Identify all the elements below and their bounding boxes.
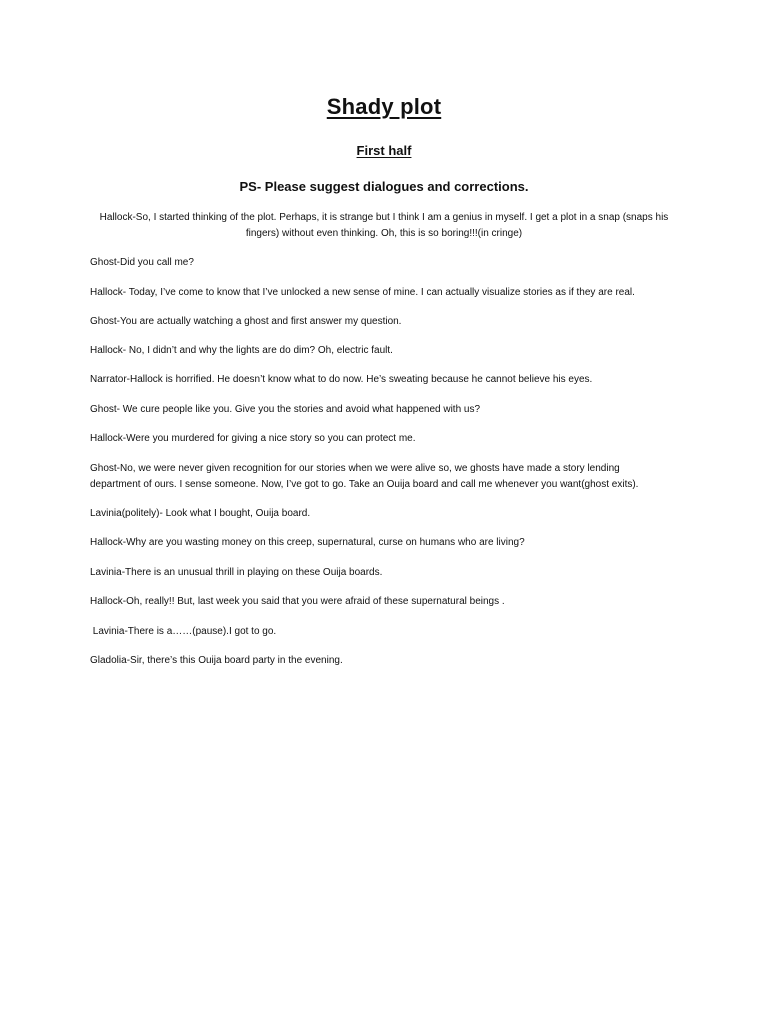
dialogue-line: department of ours. I sense someone. Now, I’ve got to go. Take an Ouija board and call me whenever you want(ghost exits).: [90, 479, 639, 490]
dialogue-line: Hallock-Why are you wasting money on this creep, supernatural, curse on humans who are living?: [90, 537, 525, 548]
document-title: Shady plot: [326, 94, 442, 119]
dialogue-line: Ghost-Did you call me?: [90, 257, 194, 268]
dialogue-line: Ghost- We cure people like you. Give you the stories and avoid what happened with us?: [90, 404, 481, 415]
dialogue-line: Hallock- No, I didn’t and why the lights are do dim? Oh, electric fault.: [90, 345, 393, 356]
intro-line-2: fingers) without even thinking. Oh, this is so boring!!!(in cringe): [245, 228, 523, 239]
dialogue-line: Lavinia-There is a……(pause).I got to go.: [90, 626, 277, 637]
dialogue-line: Narrator-Hallock is horrified. He doesn’t know what to do now. He’s sweating because he cannot believe his eyes.: [90, 374, 593, 385]
ps-note: PS- Please suggest dialogues and corrections.: [239, 179, 529, 194]
dialogue-line: Ghost-No, we were never given recognition for our stories when we were alive so, we ghosts have made a story lending: [90, 463, 620, 474]
intro-line-1: Hallock-So, I started thinking of the plot. Perhaps, it is strange but I think I am a genius in myself. I get a plot in a snap (snaps his: [99, 212, 669, 223]
dialogue-line: Hallock-Oh, really!! But, last week you said that you were afraid of these supernatural beings .: [90, 596, 505, 607]
dialogue-line: Gladolia-Sir, there’s this Ouija board party in the evening.: [90, 655, 343, 666]
dialogue-line: Hallock-Were you murdered for giving a nice story so you can protect me.: [90, 433, 416, 444]
section-heading: First half: [356, 143, 412, 158]
dialogue-line: Hallock- Today, I’ve come to know that I’ve unlocked a new sense of mine. I can actually visualize stories as if they are real.: [90, 287, 635, 298]
dialogue-line: Lavinia-There is an unusual thrill in playing on these Ouija boards.: [90, 567, 383, 578]
dialogue-line: Lavinia(politely)- Look what I bought, Ouija board.: [90, 508, 311, 519]
dialogue-line: Ghost-You are actually watching a ghost and first answer my question.: [90, 316, 402, 327]
